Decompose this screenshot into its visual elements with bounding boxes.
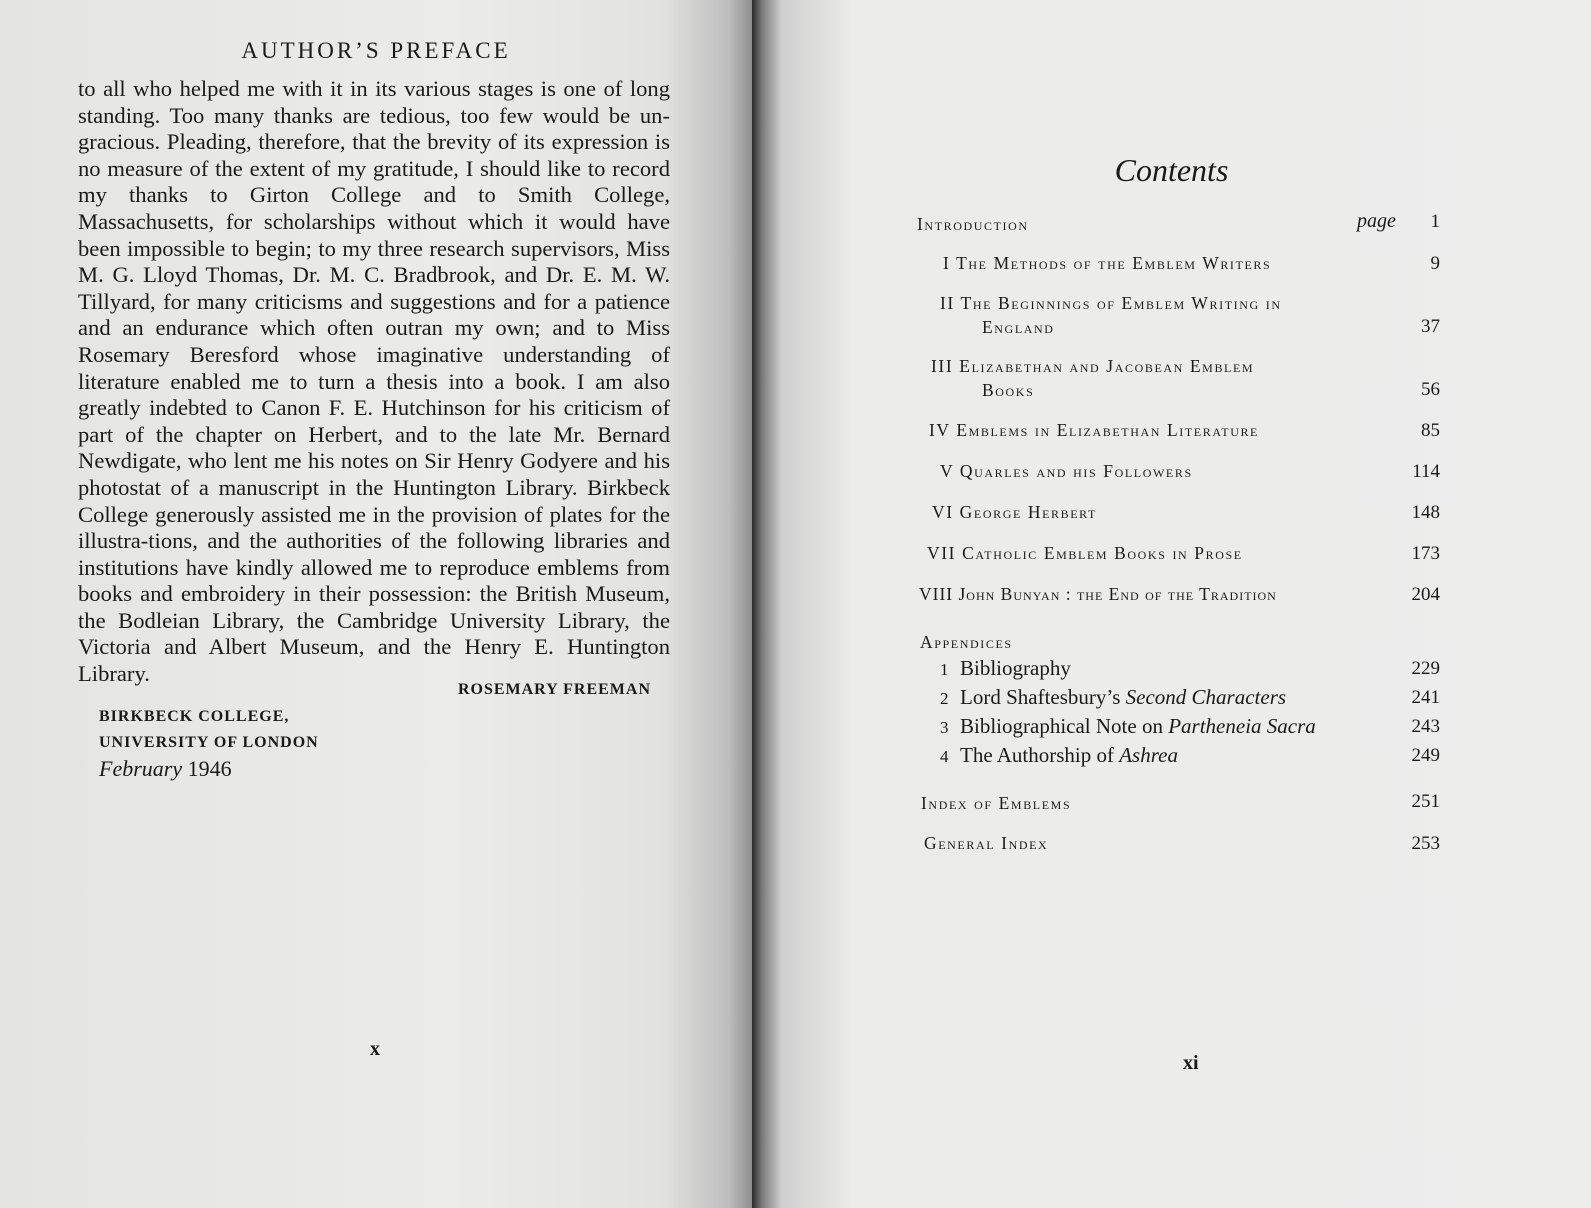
toc-chapter-1-num: I [943,253,951,273]
toc-chapter-4-page: 85 [1421,420,1440,441]
toc-chapter-8-page: 204 [1411,584,1440,605]
preface-body-text: to all who helped me with it in its various stages is one of long standing. Too many thanks are tedious, too few would be un-gracious. Pleading, therefore, that the brevity of its expression is no measure of the extent of my gratitude, I should like to record my thanks to Girton College and to Smith College, Massachusetts, for scholarships without which it would have been impossible to begin; to my three research supervisors, Miss M. G. Lloyd Thomas, Dr. M. C. Bradbrook, and Dr. E. M. W. Tillyard, for many criticisms and suggestions and for a patience and an endurance which often outran my own; and to Miss Rosemary Beresford whose imaginative understanding of literature enabled me to turn a thesis into a book. I am also greatly indebted to Canon F. E. Hutchinson for his criticism of part of the chapter on Herbert, and to the late Mr. Bernard Newdigate, who lent me his notes on Sir Henry Godyere and his photostat of a manuscript in the Huntington Library. Birkbeck College generously assisted me in the provision of plates for the illustra-tions, and the authorities of the following libraries and institutions have kindly allowed me to reproduce emblems from books and embroidery in their possession: the British Museum, the Bodleian Library, the Cambridge University Library, the Victoria and Albert Museum, and the Henry E. Huntington Library. [78,76,670,687]
right-page [752,0,1591,1208]
toc-chapter-3-page: 56 [1421,379,1440,400]
toc-chapter-7-num: VII [927,543,957,563]
toc-general-index-page: 253 [1411,833,1440,854]
toc-chapter-3-title-line1: Elizabethan and Jacobean Emblem [959,356,1255,376]
toc-chapter-4 [929,420,1259,441]
toc-appendix-2-num: 2 [940,689,949,708]
page-column-label: page [1357,210,1396,232]
toc-index-of-emblems-page: 251 [1411,791,1440,812]
toc-chapter-5-num: V [940,461,954,481]
contents-title: Contents [1114,152,1229,188]
toc-chapter-7-title: Catholic Emblem Books in Prose [962,543,1243,563]
toc-appendix-4-text: The Authorship of [960,743,1114,767]
toc-introduction-page: 1 [1430,211,1440,232]
toc-appendix-1 [940,656,1071,681]
toc-chapter-7-page: 173 [1411,543,1440,564]
signature-date-year: 1946 [187,756,232,781]
toc-chapter-5 [940,461,1193,482]
toc-appendix-2-italic: Second Characters [1125,685,1287,709]
toc-appendix-2-page: 241 [1411,687,1440,708]
toc-chapter-8-title-b: the End of the Tradition [1076,584,1277,604]
toc-chapter-5-title: Quarles and his Followers [959,461,1193,481]
page-number-left: x [370,1038,380,1060]
toc-appendices-heading: Appendices [920,632,1013,652]
toc-appendix-3 [940,714,1316,739]
left-page [0,0,752,1208]
toc-appendix-4-italic: Ashrea [1119,743,1178,767]
toc-appendix-1-page: 229 [1411,658,1440,679]
toc-appendix-1-num: 1 [940,660,949,679]
toc-chapter-2-title-line1: The Beginnings of Emblem Writing in [960,293,1282,313]
page-number-right: xi [1183,1052,1199,1074]
toc-appendix-3-italic: Partheneia Sacra [1168,714,1316,738]
toc-chapter-3-title-line2: Books [982,380,1035,400]
toc-chapter-4-title: Emblems in Elizabethan Literature [956,420,1259,440]
toc-chapter-8 [919,584,1277,605]
signature-place-line1: BIRKBECK COLLEGE, [99,708,290,725]
toc-chapter-6-num: VI [932,502,954,522]
toc-chapter-4-num: IV [929,420,951,440]
author-signature: ROSEMARY FREEMAN [457,681,651,698]
toc-appendix-2 [940,685,1286,710]
toc-introduction-title: Introduction [917,214,1029,234]
signature-date [99,756,232,782]
toc-chapter-6-page: 148 [1411,502,1440,523]
toc-chapter-2-num: II [940,293,955,313]
toc-appendix-3-page: 243 [1411,716,1440,737]
toc-chapter-8-num: VIII [919,584,954,604]
toc-chapter-8-title-a: John Bunyan : [958,584,1072,604]
toc-appendix-4 [940,743,1178,768]
toc-appendix-3-text: Bibliographical Note on [960,714,1163,738]
toc-appendix-4-num: 4 [940,747,949,766]
running-head: AUTHOR’S PREFACE [241,38,511,63]
toc-appendix-2-text: Lord Shaftesbury’s [960,685,1121,709]
toc-index-of-emblems: Index of Emblems [921,793,1072,813]
toc-chapter-1-title: The Methods of the Emblem Writers [956,253,1272,273]
toc-general-index: General Index [924,833,1049,853]
toc-chapter-6 [932,502,1097,523]
toc-chapter-1-page: 9 [1430,253,1440,274]
toc-chapter-7 [927,543,1243,564]
toc-chapter-3-num: III [931,356,954,376]
toc-chapter-2 [940,293,1282,314]
toc-chapter-6-title: George Herbert [959,502,1097,522]
toc-appendix-4-page: 249 [1411,745,1440,766]
toc-chapter-3 [931,356,1254,377]
toc-appendix-1-text: Bibliography [960,656,1071,680]
toc-appendix-3-num: 3 [940,718,949,737]
signature-place-line2: UNIVERSITY OF LONDON [99,734,319,751]
toc-chapter-5-page: 114 [1412,461,1440,482]
signature-date-month: February [99,756,183,781]
toc-chapter-2-page: 37 [1421,316,1440,337]
toc-chapter-1 [943,253,1271,274]
toc-chapter-2-title-line2: England [982,317,1055,337]
